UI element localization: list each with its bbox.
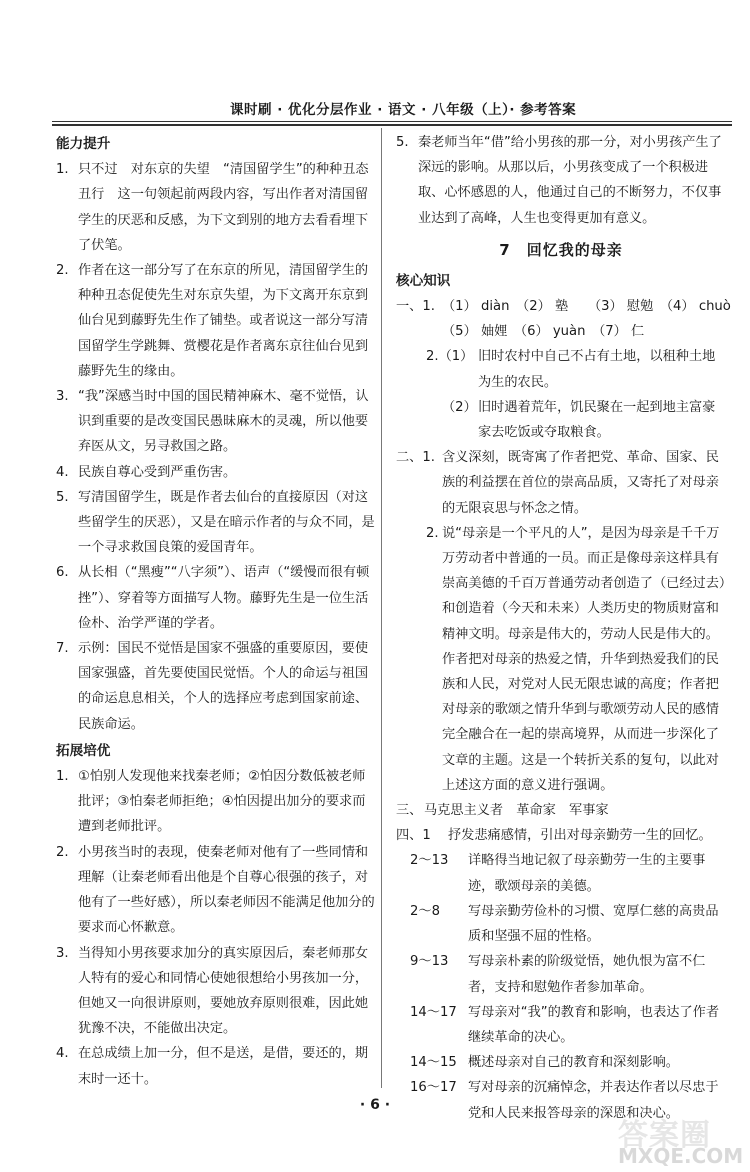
- item-number: 16～17: [410, 1080, 457, 1096]
- answer-item: [56, 157, 378, 258]
- item-number: （2）: [442, 399, 477, 415]
- page-number: · 6 ·: [359, 1097, 391, 1113]
- answer-item: [396, 395, 726, 445]
- item-number: 1.: [56, 769, 69, 785]
- answer-item: [396, 521, 726, 798]
- section-heading-tuozhan: 拓展培优: [56, 742, 111, 759]
- item-text: 写对母亲的沉痛悼念，并表达作者以尽忠于党和人民来报答母亲的深恩和决心。: [468, 1080, 719, 1121]
- item-text: “我”深感当时中国的国民精神麻木、毫不觉悟，认识到重要的是改变国民愚昧麻木的灵魂，所以他要弃医从文，另寻救国之路。: [78, 389, 369, 455]
- pinyin-answers-2: （5） 妯娌 （6） yuàn （7） 仁: [442, 324, 645, 340]
- answer-item: [396, 445, 726, 521]
- answer-item: [56, 485, 378, 561]
- answer-item: [56, 840, 378, 941]
- header-rule: [52, 121, 732, 122]
- pinyin-row: [396, 294, 731, 319]
- pinyin-answers-1: （1） diàn （2） 塾 （3） 慰勉 （4） chuò: [442, 299, 731, 315]
- item-text: 写母亲勤劳俭朴的习惯、宽厚仁慈的高贵品质和坚强不屈的性格。: [468, 903, 719, 945]
- watermark-logo: [618, 1110, 748, 1168]
- section-heading-hexin: 核心知识: [396, 272, 451, 289]
- item-number: 一、1.: [396, 299, 435, 315]
- answer-item: [56, 460, 378, 485]
- answer-item: [396, 130, 726, 231]
- item-text: 概述母亲对自己的教育和深刻影响。: [468, 1055, 679, 1071]
- answer-item: [396, 823, 726, 848]
- left-column: [56, 130, 378, 1092]
- header-rule-thick: [52, 124, 732, 126]
- item-number: 14～15: [410, 1055, 457, 1071]
- item-text: 写母亲朴素的阶级觉悟，她仇恨为富不仁者，支持和慰勉作者参加革命。: [468, 954, 706, 995]
- item-number: 2.: [56, 263, 69, 279]
- item-number: 3.: [56, 389, 69, 405]
- item-text: 小男孩当时的表现，使秦老师对他有了一些同情和理解（让秦老师看出他是个自尊心很强的孩子，对他有了一些好感），所以秦老师因不能满足他加分的要求而心怀歉意。: [78, 844, 375, 936]
- watermark-en: MXQE.COM: [618, 1144, 744, 1168]
- item-text: 民族自尊心受到严重伤害。: [78, 464, 237, 480]
- item-text: 示例：国民不觉悟是国家不强盛的重要原因，要使国家强盛，首先要使国民觉悟。个人的命运与祖国的命运息息相关，个人的选择应考虑到国家前途、民族命运。: [78, 641, 369, 732]
- right-column: [396, 130, 731, 1126]
- section-heading-nengli: 能力提升: [56, 136, 111, 152]
- item-text: 在总成绩上加一分，但不是送，是借，要还的，期末时一还十。: [78, 1046, 369, 1087]
- answer-item: [56, 1041, 378, 1091]
- item-text: 抒发悲痛感情，引出对母亲勤劳一生的回忆。: [448, 828, 712, 844]
- item-text: 当得知小男孩要求加分的真实原因后，秦老师那女人特有的爱心和同情心使她很想给小男孩加一分，但她又一向很讲原则，要她放弃原则很难，因此她犹豫不决，不能做出决定。: [78, 945, 369, 1037]
- answer-item: [396, 344, 726, 394]
- paragraph-row: [396, 1000, 726, 1050]
- answer-item: [56, 636, 378, 737]
- answer-item: [56, 764, 378, 840]
- item-number: 3.: [56, 945, 69, 961]
- item-number: 2.: [426, 525, 439, 541]
- item-text: 旧时农村中自己不占有土地，以租种土地为生的农民。: [478, 349, 716, 390]
- paragraph-row: [396, 899, 726, 949]
- item-number: 7.: [56, 641, 69, 657]
- item-number: 9～13: [410, 954, 449, 970]
- answer-item: [56, 258, 378, 384]
- item-number: 2.: [56, 844, 69, 860]
- item-text: 只不过 对东京的失望 “清国留学生”的种种丑态丑行 这一句领起前两段内容，写出作者对清国留学生的厌恶和反感，为下文到别的地方去看看埋下了伏笔。: [78, 162, 369, 253]
- item-text: 写母亲对“我”的教育和影响，也表达了作者继续革命的决心。: [468, 1004, 720, 1045]
- paragraph-row: [396, 1050, 726, 1075]
- item-number: 5.: [396, 135, 409, 150]
- item-number: 5.: [56, 489, 69, 505]
- item-text: 说“母亲是一个平凡的人”，是因为母亲是千千万万劳动者中普通的一员。而正是像母亲这样具有崇高美德的千百万普通劳动者创造了（已经过去）和创造着（今天和未来）人类历史的物质财富和精神文明。母亲是伟大的，劳动人民是伟大的。作者把对母亲的热爱之情，升华到热爱我们的民族和人民，对党对人民无限忠诚的高度；作者把对母亲的歌颂之情升华到与歌颂劳动人民的感情完全融合在一起的崇高境界，从而进一步深化了文章的主题。这是一个转折关系的复句，以此对上述这方面的意义进行强调。: [442, 525, 726, 793]
- item-number: 2～8: [410, 903, 440, 919]
- item-number: 2.（1）: [426, 349, 474, 365]
- item-number: 4.: [56, 464, 69, 480]
- item-number: 2～13: [410, 853, 449, 869]
- page-header: 课时刷 · 优化分层作业 · 语文 · 八年级（上）· 参考答案: [230, 102, 577, 118]
- item-text: 详略得当地记叙了母亲勤劳一生的主要事迹，歌颂母亲的美德。: [468, 853, 706, 894]
- item-text: 含义深刻，既寄寓了作者把党、革命、国家、民族的利益摆在首位的崇高品质，又寄托了对母亲的无限哀思与怀念之情。: [442, 450, 719, 516]
- item-text: 从长相（“黑瘦”“八字须”）、语声（“缓慢而很有顿挫”）、穿着等方面描写人物。藤野先生是一位生活俭朴、治学严谨的学者。: [78, 565, 370, 631]
- column-divider: [381, 128, 382, 1088]
- item-number: 三、: [396, 803, 423, 819]
- item-text: 秦老师当年“借”给小男孩的那一分，对小男孩产生了深远的影响。从那以后，小男孩变成了一个积极进取、心怀感恩的人，他通过自己的不断努力，不仅事业达到了高峰，人生也变得更加有意义。: [418, 135, 722, 226]
- item-text: 写清国留学生，既是作者去仙台的直接原因（对这些留学生的厌恶），又是在暗示作者的与众不同，是一个寻求救国良策的爱国青年。: [78, 489, 375, 556]
- paragraph-row: [396, 848, 726, 898]
- answer-item: [396, 798, 726, 823]
- item-number: 4.: [56, 1046, 69, 1062]
- answer-item: [56, 560, 378, 636]
- item-text: 马克思主义者 革命家 军事家: [424, 803, 609, 819]
- paragraph-row: [396, 949, 726, 999]
- item-number: 6.: [56, 565, 69, 581]
- item-number: 1.: [56, 162, 69, 178]
- lesson-title: 7 回忆我的母亲: [499, 240, 623, 259]
- watermark-cn: 答案圈: [618, 1118, 711, 1153]
- answer-item: [56, 384, 378, 460]
- item-text: 作者在这一部分写了在东京的所见，清国留学生的种种丑态促使先生对东京失望，为下文离开东京到仙台见到藤野先生作了铺垫。或者说这一部分写清国留学生学跳舞、赏樱花是作者离东京往仙台见到藤野先生的缘由。: [78, 263, 369, 379]
- item-number: 二、1.: [396, 450, 435, 466]
- item-number: 四、1: [396, 828, 431, 844]
- item-text: 旧时遇着荒年，饥民聚在一起到地主富豪家去吃饭或夺取粮食。: [478, 399, 716, 441]
- answer-item: [56, 941, 378, 1042]
- item-number: 14～17: [410, 1004, 457, 1020]
- item-text: ①怕别人发现他来找秦老师；②怕因分数低被老师批评；③怕秦老师拒绝；④怕因提出加分的要求而遭到老师批评。: [78, 769, 366, 835]
